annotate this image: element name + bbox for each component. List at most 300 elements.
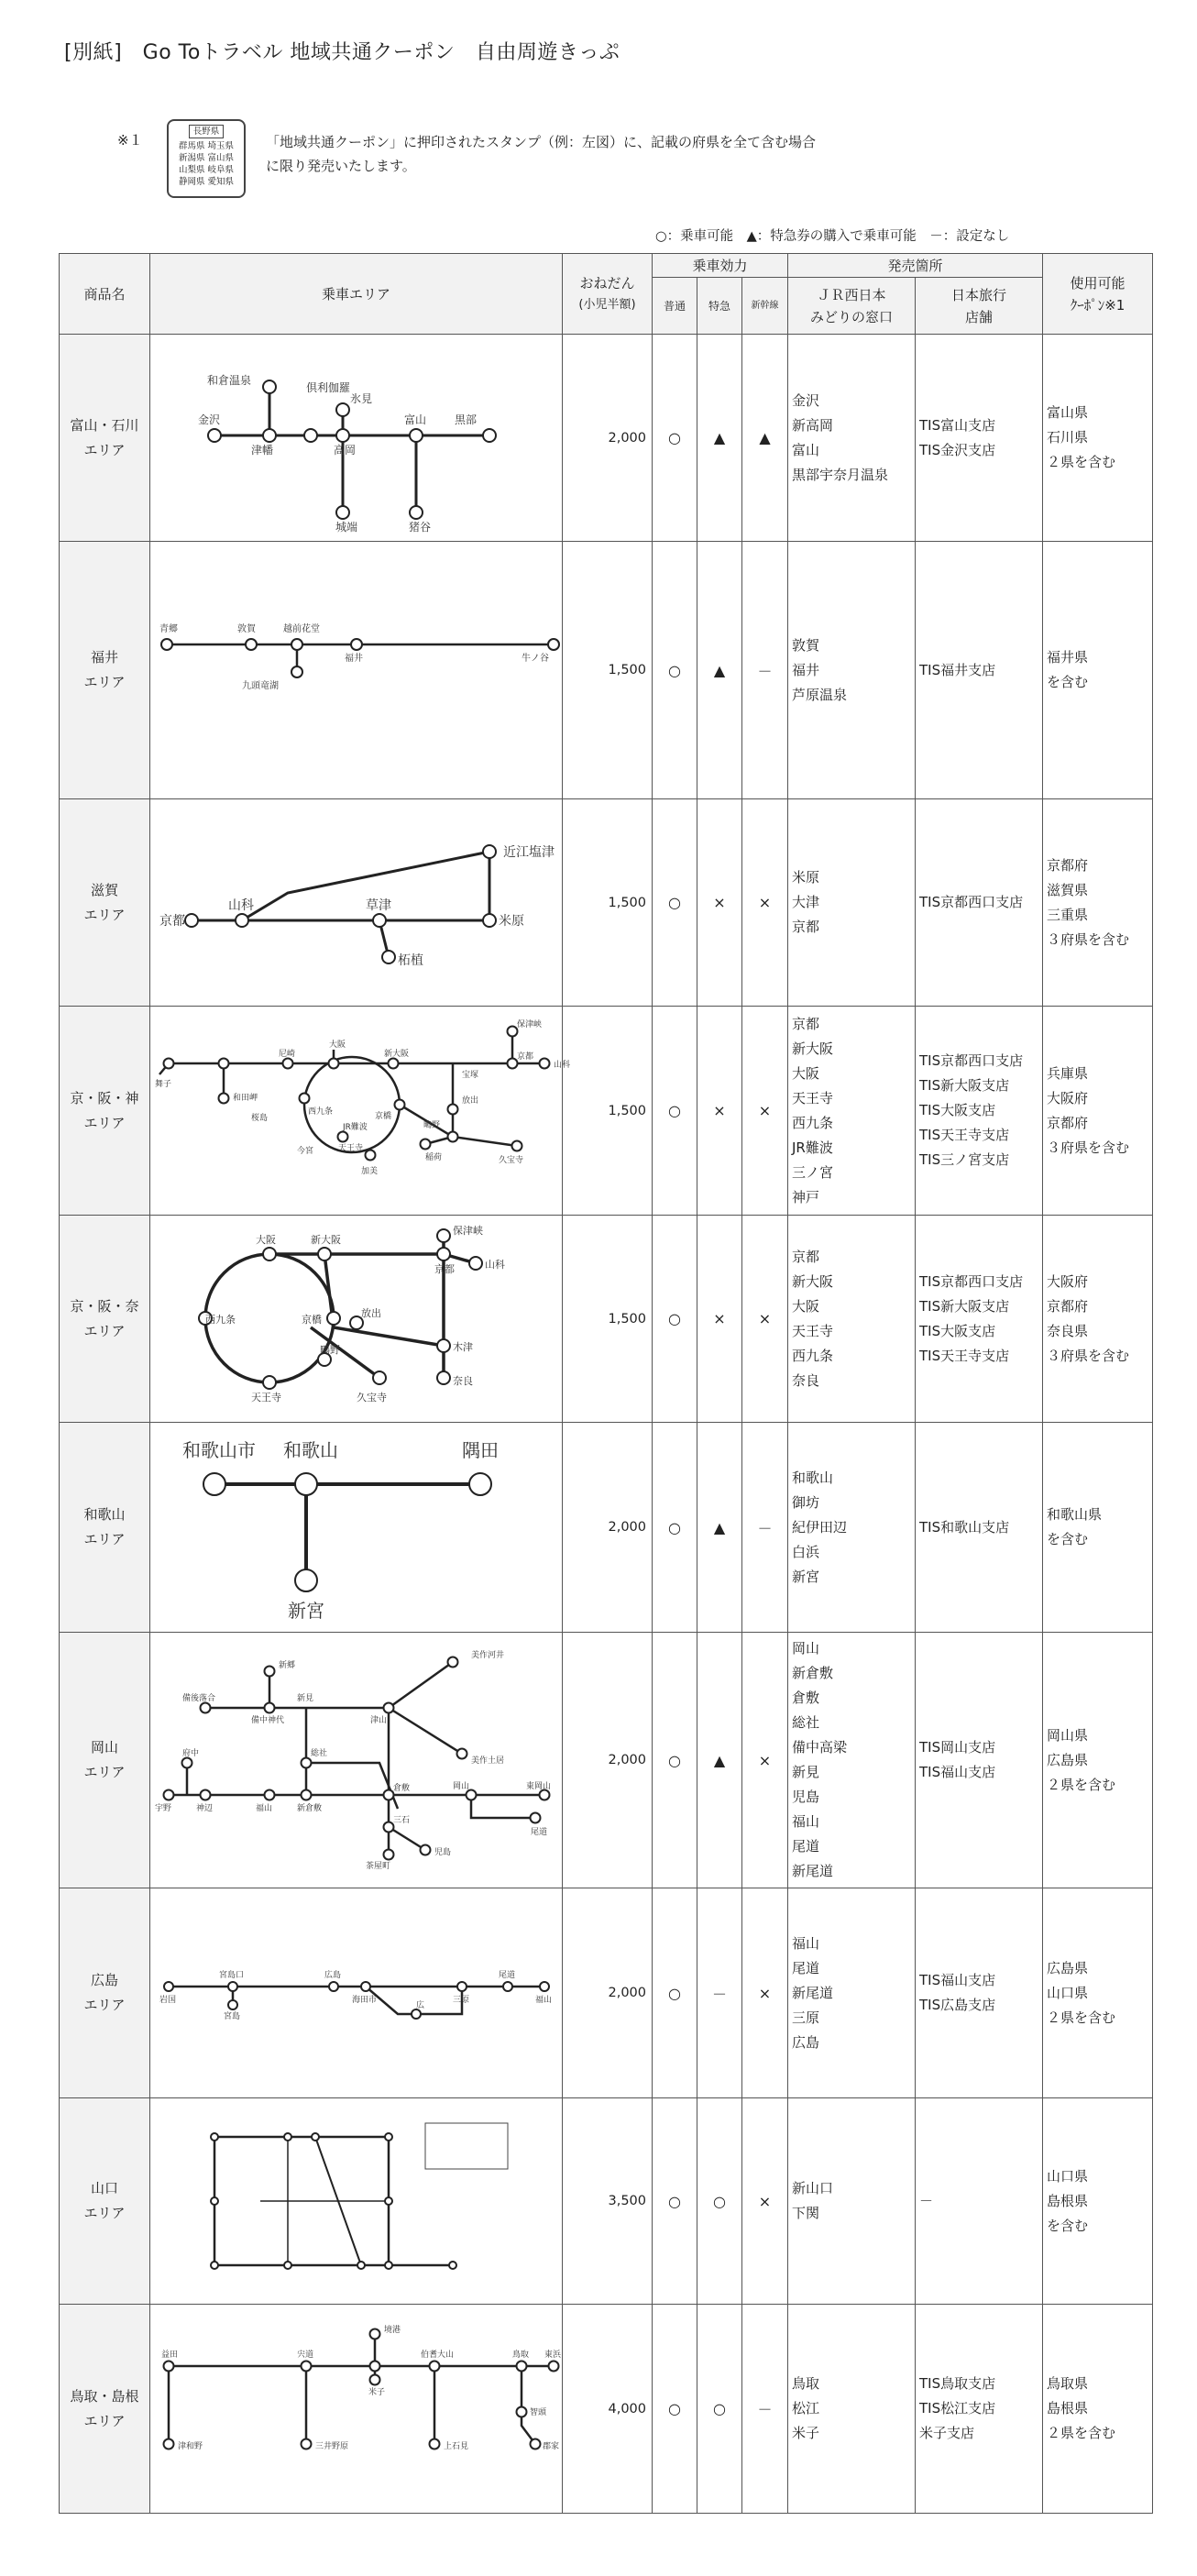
shinkansen-mark: － (742, 1423, 788, 1633)
product-name-item: 京・阪・奈 (70, 1297, 139, 1315)
shinkansen-mark: － (742, 2305, 788, 2514)
station-marker (457, 1748, 467, 1758)
price: 2,000 (563, 335, 653, 542)
station-label: 柘植 (398, 952, 423, 968)
local-mark: ○ (653, 335, 697, 542)
coupon-prefectures-item: 富山県 (1047, 404, 1089, 421)
jr-sales-offices-item: 新高岡 (792, 416, 834, 434)
jr-sales-offices-item: 米子 (792, 2425, 820, 2441)
station-label: 米子 (368, 2387, 386, 2397)
product-name (60, 2305, 150, 2514)
station-marker (203, 1473, 225, 1495)
station-label: 城端 (335, 520, 358, 534)
product-name-item: 福井 (90, 649, 118, 666)
ntb-sales-offices-item: TIS京都西口支店 (919, 1052, 1024, 1069)
price: 3,500 (563, 2098, 653, 2305)
coupon-prefectures-item: 島根県 (1047, 2192, 1089, 2209)
jr-sales-offices-item: 大阪 (792, 1297, 820, 1315)
ntb-sales-offices-item: TIS天王寺支店 (919, 1347, 1010, 1364)
stamp-head: 長野県 (189, 125, 225, 138)
local-mark: ○ (653, 799, 697, 1007)
table-row (60, 335, 1153, 542)
coupon-prefectures (1043, 2305, 1153, 2514)
station-marker (284, 2133, 291, 2141)
route-map-svg (150, 1635, 561, 1887)
station-marker (201, 1789, 211, 1800)
header-area: 乗車エリア (150, 254, 563, 335)
station-label: 山科 (554, 1060, 571, 1070)
ntb-sales-offices-item: TIS京都西口支店 (919, 894, 1024, 910)
station-label: 三石 (393, 1815, 411, 1825)
express-mark: ▲ (697, 1633, 742, 1888)
product-name-item: エリア (83, 2205, 126, 2221)
station-label: 放出 (462, 1095, 479, 1106)
station-label: 放出 (361, 1306, 381, 1319)
station-marker (302, 1789, 312, 1800)
station-marker (410, 429, 423, 442)
station-marker (351, 639, 362, 650)
station-label: 美作河井 (471, 1650, 505, 1660)
station-label: 大阪 (329, 1040, 346, 1050)
station-marker (385, 2133, 392, 2141)
station-marker (161, 639, 172, 650)
ntb-sales-offices-item: － (919, 2192, 934, 2209)
station-marker (208, 429, 221, 442)
station-marker (373, 1371, 386, 1384)
station-label: 大阪 (256, 1233, 276, 1246)
station-marker (265, 1702, 275, 1712)
station-label: 児島 (434, 1847, 452, 1857)
jr-sales-offices-item: 岡山 (792, 1640, 820, 1657)
station-label: 広 (416, 2000, 425, 2010)
station-label: 西九条 (308, 1106, 334, 1117)
shinkansen-mark: × (742, 1633, 788, 1888)
station-marker (531, 2438, 541, 2449)
route-map-svg (150, 2100, 561, 2303)
jr-sales-offices-item: 新見 (792, 1764, 820, 1780)
station-marker (421, 1139, 431, 1149)
station-label: 富山 (404, 413, 427, 426)
express-mark: × (697, 799, 742, 1007)
station-label: 黒部 (455, 413, 478, 426)
note-line: に限り発売いたします。 (266, 158, 416, 174)
station-label: 郡家 (543, 2441, 560, 2451)
station-marker (437, 1371, 450, 1384)
coupon-prefectures-item: 和歌山県 (1047, 1506, 1103, 1523)
station-marker (517, 2361, 527, 2371)
jr-sales-offices (788, 1216, 916, 1423)
coupon-prefectures-item: ３府県を含む (1047, 930, 1130, 948)
station-marker (283, 1058, 293, 1068)
station-label: 倶利伽羅 (306, 380, 351, 394)
station-marker (384, 1789, 394, 1800)
station-marker (284, 2262, 291, 2269)
station-marker (469, 1473, 491, 1495)
station-marker (483, 914, 496, 927)
station-label: 新宮 (288, 1599, 324, 1622)
express-mark: ▲ (697, 335, 742, 542)
product-name-item: 京・阪・神 (70, 1089, 139, 1106)
station-label: 隅田 (462, 1438, 499, 1461)
ntb-sales-offices-item: TIS三ノ宮支店 (919, 1151, 1010, 1168)
jr-sales-offices-item: 児島 (792, 1789, 820, 1805)
station-marker (448, 1104, 458, 1114)
station-label: 備中神代 (251, 1715, 285, 1725)
shinkansen-mark: ▲ (742, 335, 788, 542)
coupon-prefectures-item: を含む (1047, 2217, 1089, 2234)
map-legend-box (425, 2123, 508, 2169)
station-label: 備後落合 (182, 1693, 216, 1703)
station-marker (265, 1789, 275, 1800)
station-label: 近江塩津 (503, 844, 555, 860)
station-label: 上石見 (444, 2441, 469, 2451)
coupon-prefectures-item: 京都府 (1047, 856, 1089, 874)
coupon-prefectures (1043, 2098, 1153, 2305)
station-marker (483, 845, 496, 858)
header-jr (788, 278, 916, 335)
station-label: 宍道 (297, 2350, 314, 2360)
header-ntb (916, 278, 1043, 335)
product-name (60, 1888, 150, 2098)
jr-sales-offices (788, 2098, 916, 2305)
table-row (60, 1423, 1153, 1633)
local-mark: ○ (653, 2305, 697, 2514)
product-name-item: 広島 (90, 1972, 118, 1988)
shinkansen-mark: × (742, 1216, 788, 1423)
header-price-note: (小児半額) (578, 297, 636, 312)
jr-sales-offices (788, 1633, 916, 1888)
station-label: 久宝寺 (357, 1391, 387, 1404)
station-label: 舞子 (155, 1079, 172, 1089)
ntb-sales-offices-item: TIS岡山支店 (919, 1739, 996, 1756)
station-label: 津山 (370, 1715, 388, 1725)
station-label: 茶屋町 (366, 1861, 391, 1871)
station-marker (201, 1702, 211, 1712)
product-name (60, 1633, 150, 1888)
route-map (150, 2305, 563, 2514)
header-jr-line1: ＪＲ西日本 (817, 286, 886, 303)
station-marker (389, 1058, 399, 1068)
station-marker (164, 2438, 174, 2449)
price: 4,000 (563, 2305, 653, 2514)
jr-sales-offices-item: 金沢 (792, 391, 820, 409)
header-shinkansen: 新幹線 (742, 278, 788, 335)
stamp-row: 群馬県 埼玉県 (178, 141, 235, 151)
station-label: 福井 (345, 653, 363, 664)
ntb-sales-offices-item: TIS新大阪支店 (919, 1297, 1010, 1315)
jr-sales-offices (788, 1888, 916, 2098)
jr-sales-offices-item: 黒部宇奈月温泉 (792, 466, 889, 483)
station-marker (540, 1058, 550, 1068)
product-name-item: エリア (83, 1322, 126, 1339)
station-label: 木津 (453, 1340, 473, 1353)
product-name (60, 2098, 150, 2305)
station-label: 三原 (453, 1995, 470, 2005)
jr-sales-offices-item: 富山 (792, 441, 820, 458)
local-mark: ○ (653, 1007, 697, 1216)
jr-sales-offices-item: 西九条 (792, 1347, 834, 1364)
ntb-sales-offices-item: TIS広島支店 (919, 1997, 996, 2013)
route-map (150, 542, 563, 799)
route-map-svg (150, 1890, 561, 2097)
station-label: 越前花堂 (283, 623, 320, 634)
product-name (60, 335, 150, 542)
route-map-svg (150, 1217, 561, 1421)
route-map (150, 2098, 563, 2305)
ntb-sales-offices (916, 1423, 1043, 1633)
table-row (60, 799, 1153, 1007)
station-label: 鴫野 (423, 1120, 441, 1130)
product-name (60, 799, 150, 1007)
express-mark: × (697, 1216, 742, 1423)
station-marker (410, 506, 423, 519)
station-marker (370, 2374, 380, 2384)
station-label: 稲荷 (425, 1152, 443, 1162)
coupon-prefectures-item: 島根県 (1047, 2400, 1089, 2416)
station-marker (263, 429, 276, 442)
coupon-prefectures-item: を含む (1047, 674, 1089, 690)
jr-sales-offices (788, 1007, 916, 1216)
jr-sales-offices-item: 新山口 (792, 2180, 834, 2196)
station-marker (384, 1849, 394, 1859)
station-label: 智頭 (530, 2407, 547, 2417)
coupon-prefectures-item: ３府県を含む (1047, 1347, 1130, 1364)
station-marker (430, 2438, 440, 2449)
station-label: 京都 (434, 1262, 455, 1275)
ntb-sales-offices-item: TIS京都西口支店 (919, 1272, 1024, 1290)
local-mark: ○ (653, 2098, 697, 2305)
coupon-prefectures-item: ２県を含む (1047, 1776, 1116, 1793)
station-marker (548, 639, 559, 650)
product-name-item: エリア (83, 1114, 126, 1131)
station-marker (263, 1248, 276, 1260)
station-marker (263, 380, 276, 393)
jr-sales-offices-item: 大津 (792, 894, 820, 910)
station-label: 倉敷 (393, 1783, 411, 1793)
jr-sales-offices-item: 広島 (792, 2033, 820, 2051)
coupon-prefectures-item: 鳥取県 (1047, 2375, 1089, 2392)
station-label: 岡山 (453, 1781, 470, 1791)
station-label: 牛ノ谷 (522, 653, 549, 664)
header-price (563, 254, 653, 335)
station-marker (246, 639, 257, 650)
coupon-prefectures (1043, 1216, 1153, 1423)
ntb-sales-offices-item: TIS鳥取支店 (919, 2375, 996, 2392)
route-map-svg (150, 336, 561, 540)
price: 2,000 (563, 1888, 653, 2098)
table-row (60, 2305, 1153, 2514)
price: 2,000 (563, 1633, 653, 1888)
station-label: 天王寺 (251, 1391, 281, 1404)
station-label: 美作土居 (471, 1756, 505, 1766)
ntb-sales-offices (916, 1888, 1043, 2098)
station-label: 新見 (297, 1693, 314, 1703)
station-marker (185, 914, 198, 927)
coupon-prefectures-item: 山口県 (1047, 1984, 1089, 2001)
station-label: 東浜 (544, 2350, 562, 2360)
header-validity: 乗車効力 (653, 254, 788, 278)
station-label: 宇野 (155, 1803, 172, 1813)
express-mark: ▲ (697, 542, 742, 799)
station-label: 氷見 (350, 391, 373, 405)
ntb-sales-offices-item: TIS新大阪支店 (919, 1077, 1010, 1094)
ntb-sales-offices-item: TIS福山支店 (919, 1764, 996, 1780)
header-price-label: おねだん (579, 274, 635, 292)
coupon-prefectures (1043, 1633, 1153, 1888)
jr-sales-offices-item: 三ノ宮 (792, 1163, 834, 1181)
jr-sales-offices-item: 尾道 (792, 1959, 820, 1976)
coupon-prefectures-item: 山口県 (1047, 2167, 1089, 2185)
station-marker (384, 1822, 394, 1832)
station-marker (236, 914, 248, 927)
station-label: 総社 (311, 1748, 328, 1758)
product-name-item: エリア (83, 674, 126, 690)
station-marker (291, 639, 302, 650)
station-marker (385, 2262, 392, 2269)
note-mark: ※１ (117, 132, 143, 149)
station-label: 桜島 (251, 1113, 269, 1123)
station-marker (467, 1789, 477, 1800)
express-mark: ▲ (697, 1423, 742, 1633)
station-label: 京橋 (302, 1313, 322, 1326)
station-marker (263, 1376, 276, 1389)
station-label: 広島 (324, 1970, 342, 1980)
station-marker (437, 1248, 450, 1260)
price: 2,000 (563, 1423, 653, 1633)
jr-sales-offices-item: 和歌山 (792, 1469, 834, 1486)
station-marker (508, 1026, 518, 1036)
loop-line (304, 1057, 400, 1152)
station-label: 境港 (384, 2325, 401, 2335)
station-label: 東岡山 (526, 1781, 552, 1791)
express-mark: － (697, 1888, 742, 2098)
shinkansen-mark: × (742, 799, 788, 1007)
station-label: 府中 (182, 1748, 200, 1758)
jr-sales-offices-item: JR難波 (792, 1139, 833, 1156)
coupon-prefectures-item: 福井県 (1047, 649, 1089, 666)
station-marker (211, 2262, 218, 2269)
coupon-prefectures (1043, 542, 1153, 799)
jr-sales-offices-item: 天王寺 (792, 1322, 834, 1339)
ntb-sales-offices-item: TIS金沢支店 (919, 441, 996, 458)
station-marker (329, 1058, 339, 1068)
station-marker (338, 1131, 348, 1141)
ntb-sales-offices-item: TIS福井支店 (919, 661, 996, 678)
ntb-sales-offices-item: TIS和歌山支店 (919, 1518, 1010, 1536)
header-ntb-line1: 日本旅行 (950, 286, 1006, 303)
route-map (150, 335, 563, 542)
stamp-row: 新潟県 富山県 (178, 153, 235, 163)
station-label: 鳥取 (512, 2350, 530, 2360)
station-marker (164, 1789, 174, 1800)
station-marker (302, 1757, 312, 1767)
jr-sales-offices-item: 鳥取 (792, 2375, 820, 2392)
coupon-prefectures-item: 大阪府 (1047, 1272, 1089, 1290)
ntb-sales-offices (916, 1633, 1043, 1888)
jr-sales-offices-item: 芦原温泉 (792, 686, 848, 703)
header-express: 特急 (697, 278, 742, 335)
ntb-sales-offices (916, 2305, 1043, 2514)
fare-table (59, 253, 1153, 2514)
jr-sales-offices-item: 京都 (792, 1248, 820, 1265)
station-marker (457, 1982, 467, 1991)
jr-sales-offices-item: 京都 (792, 1015, 820, 1032)
station-marker (370, 2328, 380, 2339)
table-row (60, 2098, 1153, 2305)
product-name-item: 岡山 (90, 1739, 118, 1756)
station-marker (412, 2009, 421, 2019)
table-row (60, 1216, 1153, 1423)
header-local: 普通 (653, 278, 697, 335)
route-map-svg (150, 544, 561, 798)
product-name (60, 1423, 150, 1633)
station-marker (302, 2438, 312, 2449)
station-marker (437, 1339, 450, 1352)
coupon-prefectures-item: 三重県 (1047, 906, 1089, 923)
station-label: 和歌山 (283, 1438, 338, 1461)
ntb-sales-offices (916, 335, 1043, 542)
coupon-prefectures (1043, 1007, 1153, 1216)
ntb-sales-offices (916, 1216, 1043, 1423)
station-marker (448, 1657, 458, 1667)
station-marker (211, 2133, 218, 2141)
stamp-example (167, 119, 246, 198)
product-name-item: 和歌山 (83, 1506, 126, 1523)
coupon-prefectures (1043, 799, 1153, 1007)
station-label: 宮島口 (219, 1970, 245, 1980)
station-marker (421, 1844, 431, 1855)
coupon-prefectures-item: 広島県 (1047, 1751, 1089, 1768)
route-line (389, 1708, 462, 1754)
station-label: 津幡 (251, 443, 274, 457)
jr-sales-offices-item: 神戸 (792, 1188, 820, 1205)
price: 1,500 (563, 542, 653, 799)
station-label: 新大阪 (384, 1049, 410, 1059)
station-marker (318, 1248, 331, 1260)
local-mark: ○ (653, 1633, 697, 1888)
station-label: 和倉温泉 (207, 373, 252, 387)
station-label: 新大阪 (311, 1233, 341, 1246)
station-marker (336, 429, 349, 442)
ntb-sales-offices-item: TIS富山支店 (919, 416, 996, 434)
station-marker (291, 666, 302, 677)
coupon-prefectures-item: 広島県 (1047, 1959, 1089, 1976)
product-name-item: エリア (83, 2412, 126, 2429)
jr-sales-offices-item: 福井 (792, 661, 820, 678)
product-name-item: 富山・石川 (70, 416, 139, 434)
jr-sales-offices-item: 御坊 (792, 1493, 820, 1511)
station-label: 猪谷 (409, 520, 432, 534)
station-marker (503, 1982, 512, 1991)
stamp-row: 静岡県 愛知県 (178, 177, 235, 187)
station-label: 新倉敷 (297, 1803, 323, 1813)
station-label: 福山 (256, 1803, 273, 1813)
product-name-item: 山口 (90, 2180, 118, 2196)
product-name-item: エリア (83, 906, 126, 923)
station-marker (182, 1757, 192, 1767)
ntb-sales-offices (916, 2098, 1043, 2305)
route-map (150, 799, 563, 1007)
note-line: 「地域共通クーポン」に押印されたスタンプ（例：左図）に、記載の府県を全て含む場合 (266, 134, 817, 150)
station-marker (295, 1569, 317, 1591)
station-marker (295, 1473, 317, 1495)
station-marker (430, 2361, 440, 2371)
jr-sales-offices-item: 三原 (792, 2009, 820, 2026)
page-title: [別紙] Go Toトラベル 地域共通クーポン 自由周遊きっぷ (64, 41, 620, 64)
product-name-item: エリア (83, 1997, 126, 2013)
station-label: 九頭竜湖 (242, 680, 279, 691)
station-label: 神辺 (196, 1803, 214, 1813)
